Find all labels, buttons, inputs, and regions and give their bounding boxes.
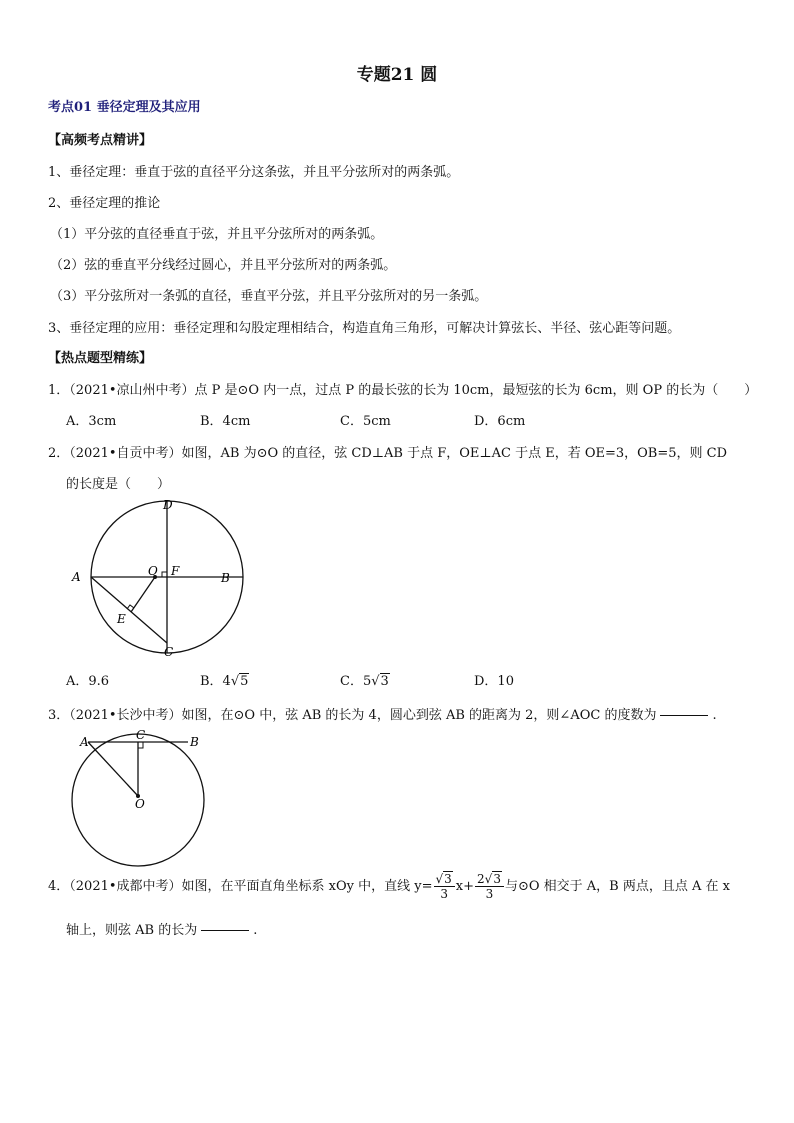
q2-segment-oe bbox=[131, 577, 155, 612]
q1-option-b: B．4cm bbox=[200, 414, 251, 429]
q2-chord-ac bbox=[91, 577, 167, 643]
point-line: （2）弦的垂直平分线经过圆心，并且平分弦所对的两条弧。 bbox=[50, 258, 397, 273]
q3-circle-figure bbox=[60, 728, 220, 873]
q3-segment-oa bbox=[88, 742, 138, 796]
q1-option-d: D．6cm bbox=[474, 414, 526, 429]
q2-label-f: F bbox=[171, 564, 180, 578]
q2-right-angle-f bbox=[162, 572, 167, 577]
q2-label-a: A bbox=[72, 570, 81, 584]
topic-heading: 考点01 垂径定理及其应用 bbox=[48, 100, 201, 115]
q1-option-a: A．3cm bbox=[66, 414, 117, 429]
q3-label-c: C bbox=[136, 728, 146, 742]
section-heading-key-points: 【高频考点精讲】 bbox=[48, 133, 153, 148]
q3-answer-blank[interactable] bbox=[660, 715, 708, 716]
q2-label-d: D bbox=[163, 498, 173, 512]
q3-label-a: A bbox=[80, 735, 89, 749]
q2-label-c: C bbox=[164, 645, 174, 659]
point-line: 3、垂径定理的应用：垂径定理和勾股定理相结合，构造直角三角形，可解决计算弦长、半径、弦心距等问题。 bbox=[48, 321, 681, 336]
q2-option-a: A．9.6 bbox=[66, 674, 110, 689]
q3-label-b: B bbox=[190, 735, 199, 749]
question-4-text-cont: 轴上，则弦 AB 的长为 . bbox=[66, 923, 258, 938]
q2-circle-figure bbox=[60, 495, 250, 665]
question-2-text: 2．（2021•自贡中考）如图，AB 为⊙O 的直径，弦 CD⊥AB 于点 F，OE⊥AC 于点 E，若 OE=3，OB=5，则 CD bbox=[48, 446, 728, 461]
question-2-text-cont: 的长度是（ ） bbox=[66, 477, 171, 492]
page-title: 专题21 圆 bbox=[356, 65, 438, 85]
point-line: 2、垂径定理的推论 bbox=[48, 196, 161, 211]
question-3-text: 3．（2021•长沙中考）如图，在⊙O 中，弦 AB 的长为 4，圆心到弦 AB 的距离为 2，则∠AOC 的度数为 . bbox=[48, 708, 717, 723]
question-1-text: 1．（2021•凉山州中考）点 P 是⊙O 内一点，过点 P 的最长弦的长为 10cm，最短弦的长为 6cm，则 OP 的长为（ ） bbox=[48, 383, 758, 398]
q2-label-b: B bbox=[221, 571, 230, 585]
point-line: （1）平分弦的直径垂直于弦，并且平分弦所对的两条弧。 bbox=[50, 227, 384, 242]
q2-label-o: O bbox=[148, 564, 158, 578]
q3-right-angle-c bbox=[138, 742, 143, 748]
q2-option-c-radicand: 3 bbox=[380, 674, 389, 689]
q4-fraction-slope: $\frac{√3}{3}$ bbox=[434, 872, 455, 901]
q2-option-c: C．5√3 bbox=[340, 674, 389, 689]
q1-option-c: C．5cm bbox=[340, 414, 391, 429]
q2-label-e: E bbox=[117, 612, 126, 626]
point-line: 1、垂径定理：垂直于弦的直径平分这条弦，并且平分弦所对的两条弧。 bbox=[48, 165, 460, 180]
q4-fraction-intercept: $\frac{2√3}{3}$ bbox=[475, 872, 504, 901]
q2-option-d: D．10 bbox=[474, 674, 514, 689]
point-line: （3）平分弦所对一条弧的直径，垂直平分弦，并且平分弦所对的另一条弧。 bbox=[50, 289, 488, 304]
question-4-text: 4．（2021•成都中考）如图，在平面直角坐标系 xOy 中，直线 y= $\frac{√3}{3}$ x+ $\frac{2√3}{3}$ 与⊙O 相交于 A，B 两点，且点 A 在 x bbox=[48, 872, 730, 901]
q2-option-b: B．4√5 bbox=[200, 674, 249, 689]
q2-option-b-radicand: 5 bbox=[240, 674, 249, 689]
section-heading-practice: 【热点题型精练】 bbox=[48, 351, 153, 366]
q4-answer-blank[interactable] bbox=[201, 930, 249, 931]
q3-label-o: O bbox=[135, 797, 145, 811]
